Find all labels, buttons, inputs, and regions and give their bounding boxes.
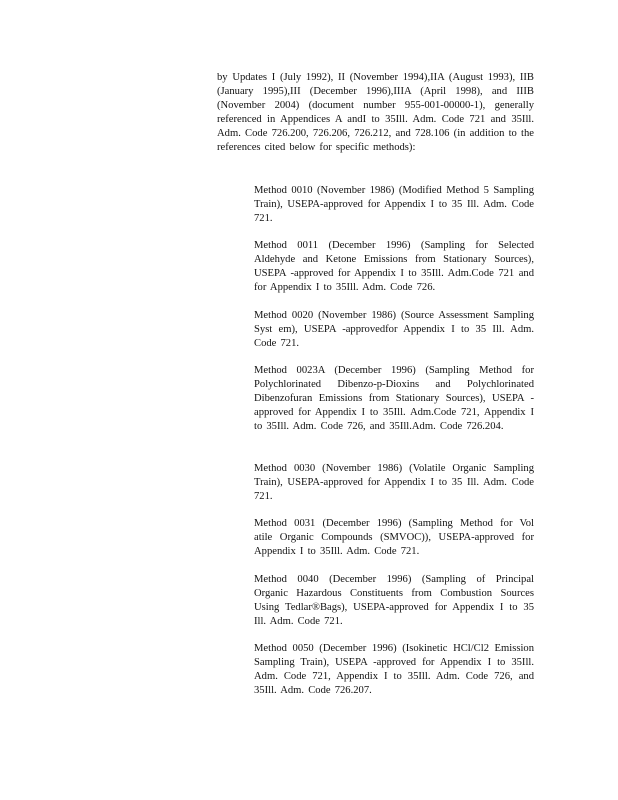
method-0030-entry: Method 0030 (November 1986) (Volatile Organic Sampling Train), USEPA-approved for Appendix I to 35 Ill. Adm. Code 721. [254, 463, 534, 503]
method-0020-entry: Method 0020 (November 1986) (Source Assessment Sampling Syst em), USEPA -approvedfor Appendix I to 35 Ill. Adm. Code 721. [254, 310, 534, 350]
method-0040-entry: Method 0040 (December 1996) (Sampling of Principal Organic Hazardous Constituents from Combustion Sources Using Tedlar®Bags), USEPA-approved for Appendix I to 35 Ill. Adm. Code 721. [254, 574, 534, 628]
method-0023a-entry: Method 0023A (December 1996) (Sampling Method for Polychlorinated Dibenzo-p-Dioxins and Polychlorinated Dibenzofuran Emissions from Stationary Sources), USEPA -approved for Appendix I to 35Ill. Adm.Code 721, Appendix I to 35Ill. Adm. Code 726, and 35Ill.Adm. Code 726.204. [254, 365, 534, 433]
method-0011-entry: Method 0011 (December 1996) (Sampling for Selected Aldehyde and Ketone Emissions from Stationary Sources), USEPA -approved for Appendix I to 35Ill. Adm.Code 721 and for Appendix I to 35Ill. Adm. Code 726. [254, 240, 534, 294]
method-0050-entry: Method 0050 (December 1996) (Isokinetic HCl/Cl2 Emission Sampling Train), USEPA -approved for Appendix I to 35Ill. Adm. Code 721, Appendix I to 35Ill. Adm. Code 726, and 35Ill. Adm. Code 726.207. [254, 643, 534, 697]
method-0031-entry: Method 0031 (December 1996) (Sampling Method for Vol atile Organic Compounds (SMVOC)), USEPA-approved for Appendix I to 35Ill. Adm. Code 721. [254, 518, 534, 558]
method-0010-entry: Method 0010 (November 1986) (Modified Method 5 Sampling Train), USEPA-approved for Appendix I to 35 Ill. Adm. Code 721. [254, 185, 534, 225]
intro-paragraph: by Updates I (July 1992), II (November 1994),IIA (August 1993), IIB (January 1995),III (December 1996),IIIA (April 1998), and IIIB (November 2004) (document number 955-001-00000-1), generally referenced in Appendices A andI to 35Ill. Adm. Code 721 and 35Ill. Adm. Code 726.200, 726.206, 726.212, and 728.106 (in addition to the references cited below for specific methods): [217, 72, 534, 154]
